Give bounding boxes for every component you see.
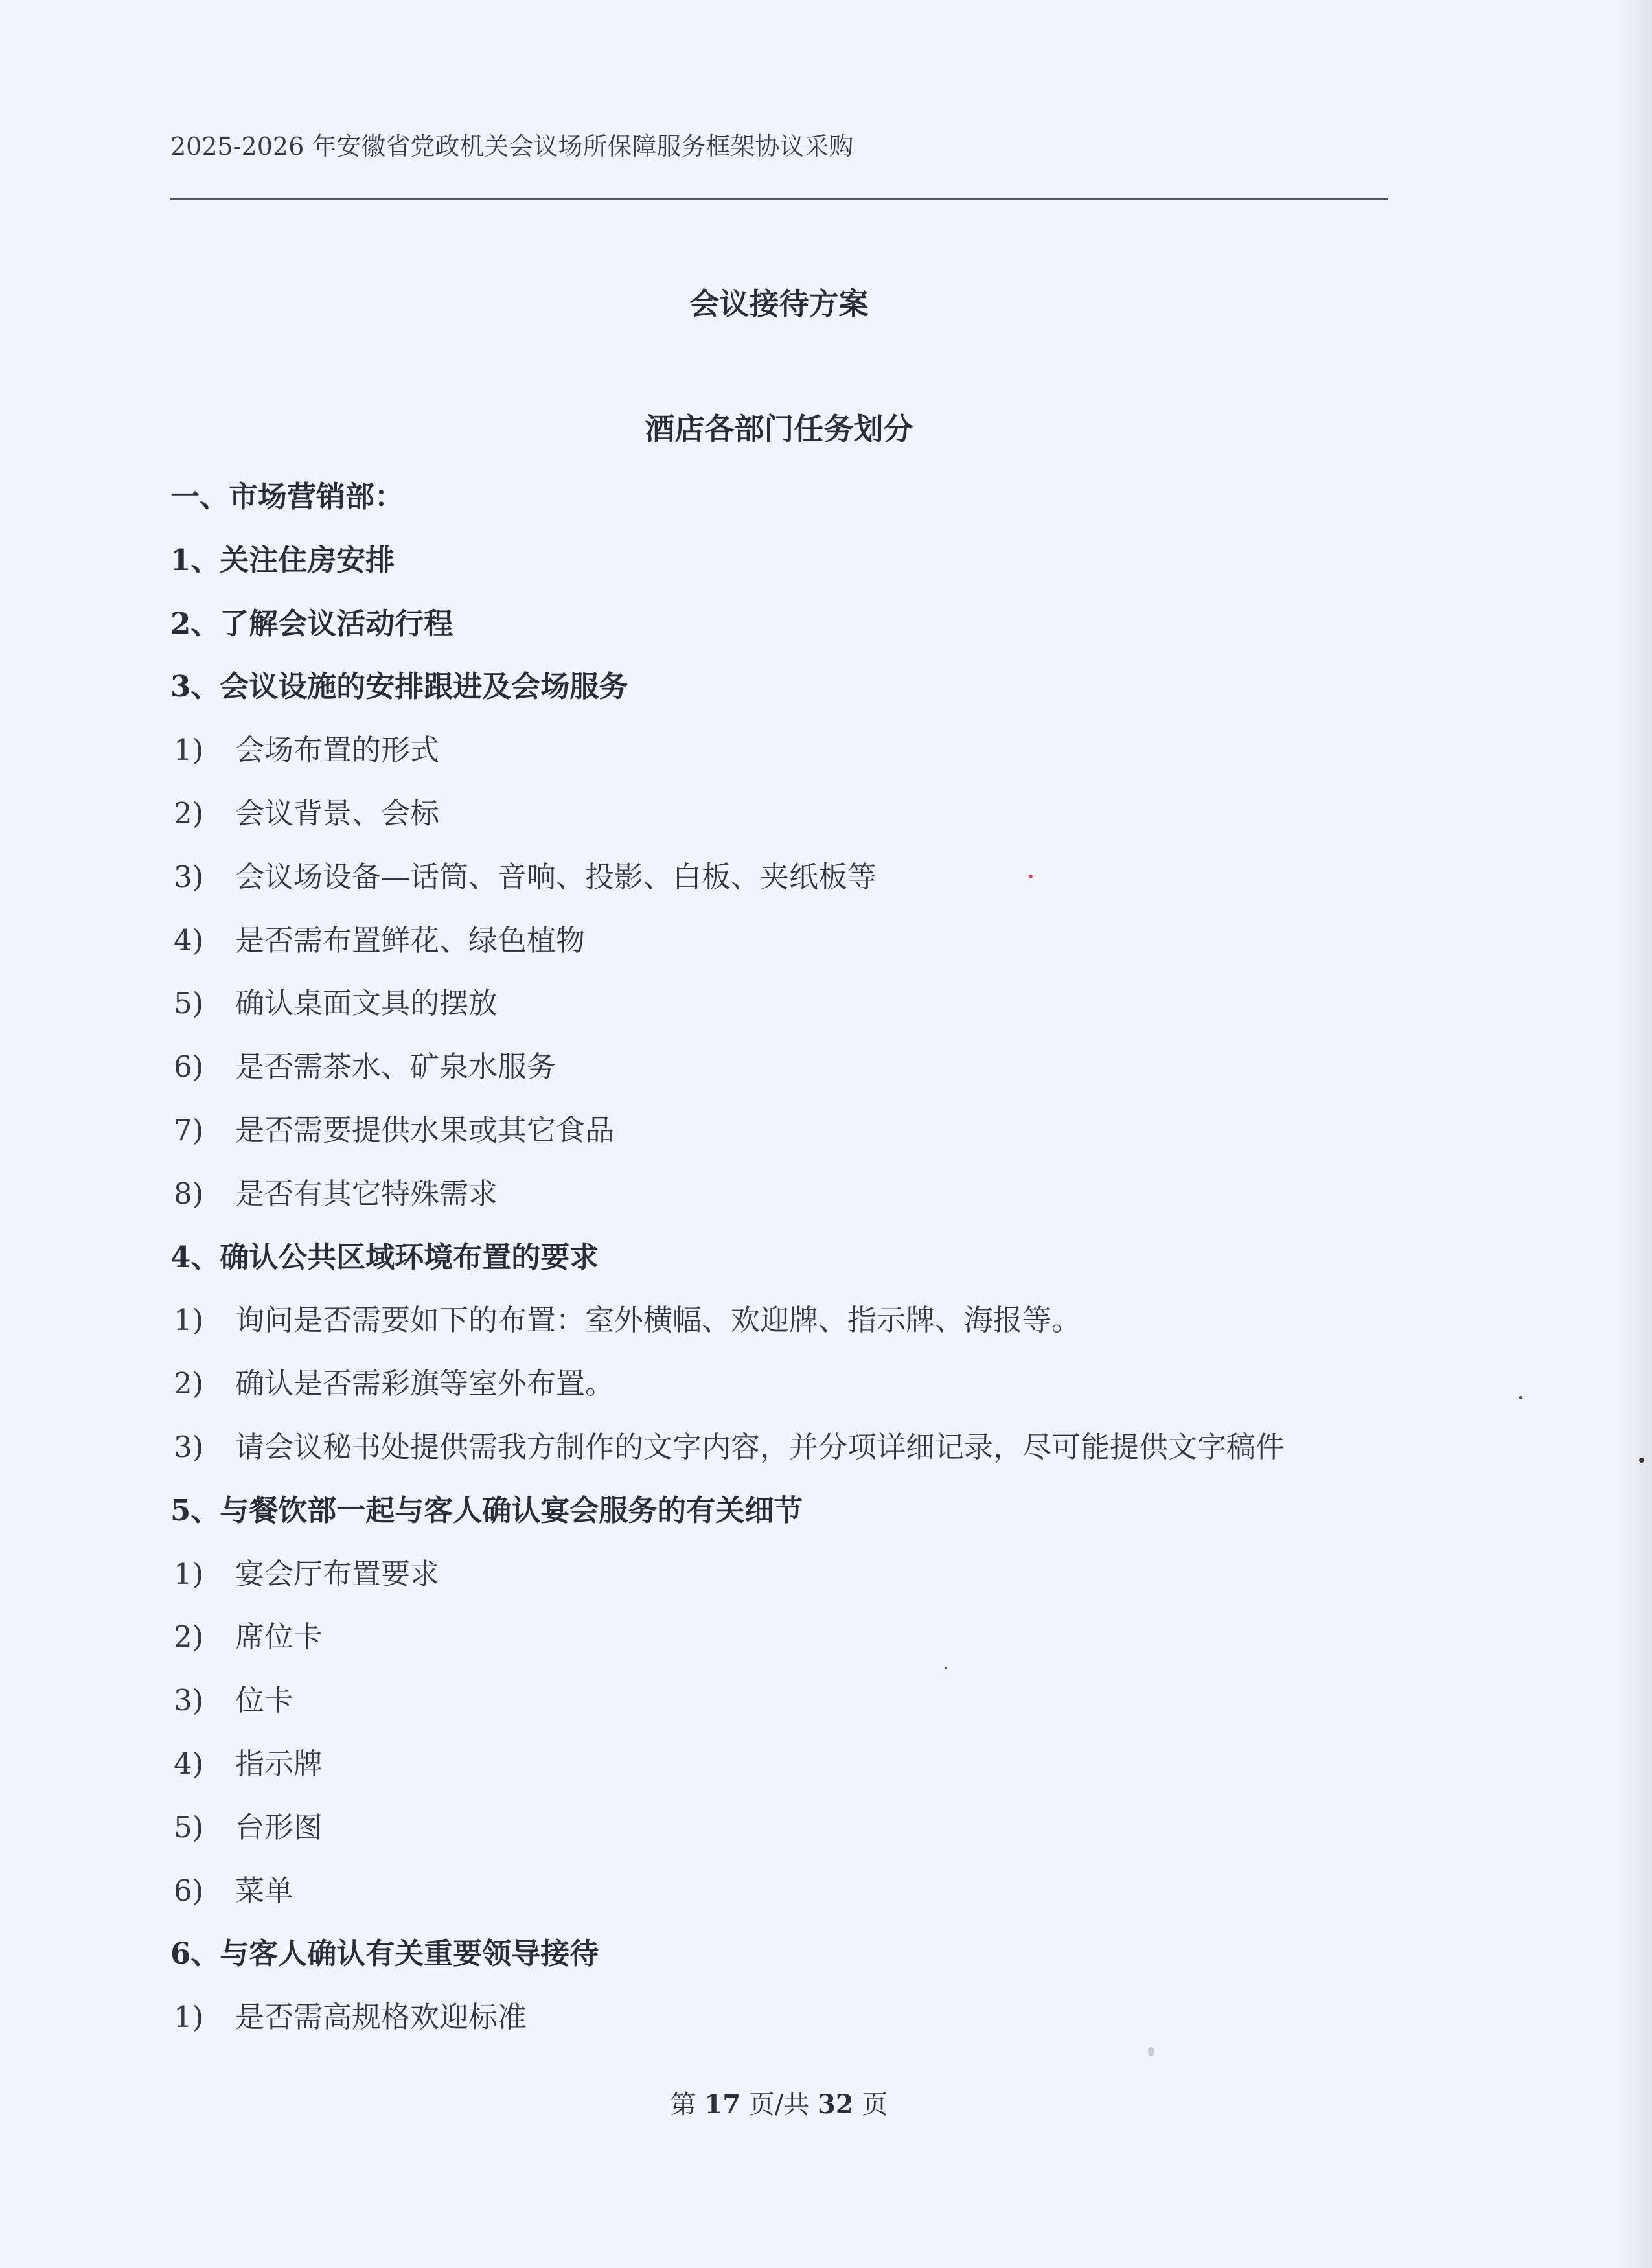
list-item-text: 指示牌 bbox=[235, 1747, 323, 1781]
list-item bbox=[174, 1677, 293, 1719]
section-heading-text: 5、与餐饮部一起与客人确认宴会服务的有关细节 bbox=[170, 1493, 803, 1528]
list-item bbox=[174, 979, 498, 1022]
list-item-number: 6) bbox=[174, 1873, 204, 1908]
list-item-text: 是否需要提供水果或其它食品 bbox=[235, 1113, 615, 1147]
footer-suffix: 页 bbox=[862, 2090, 888, 2120]
footer-middle: 页/共 bbox=[748, 2090, 810, 2120]
scan-speck bbox=[1519, 1396, 1522, 1399]
document-title: 会议接待方案 bbox=[689, 286, 869, 321]
list-item-number: 5) bbox=[174, 1810, 204, 1844]
list-item-number: 3) bbox=[174, 1683, 204, 1717]
list-item-text: 席位卡 bbox=[235, 1620, 323, 1654]
list-item-text: 台形图 bbox=[235, 1810, 323, 1844]
list-item-text: 请会议秘书处提供需我方制作的文字内容，并分项详细记录，尽可能提供文字稿件 bbox=[235, 1430, 1285, 1464]
list-item bbox=[174, 726, 439, 768]
list-item-text: 是否需茶水、矿泉水服务 bbox=[235, 1049, 556, 1084]
section-heading-text: 4、确认公共区域环境布置的要求 bbox=[170, 1240, 599, 1274]
list-item-text: 宴会厅布置要求 bbox=[235, 1557, 440, 1591]
list-item-number: 4) bbox=[174, 1747, 204, 1781]
list-item bbox=[174, 1550, 439, 1592]
list-item-text: 会议背景、会标 bbox=[235, 796, 440, 830]
section-heading bbox=[170, 1233, 599, 1276]
list-item-text: 位卡 bbox=[235, 1683, 294, 1717]
list-item bbox=[174, 1740, 323, 1782]
list-item-text: 是否需高规格欢迎标准 bbox=[235, 2000, 527, 2034]
footer-page-number: 17 bbox=[704, 2089, 741, 2120]
list-item-number: 2) bbox=[174, 1620, 204, 1654]
list-item-text: 会议场设备—话筒、音响、投影、白板、夹纸板等 bbox=[235, 860, 877, 894]
list-item bbox=[174, 853, 877, 895]
list-item bbox=[174, 1296, 1081, 1338]
scan-speck bbox=[1029, 875, 1033, 878]
list-item-number: 3) bbox=[174, 1430, 204, 1464]
list-item-number: 1) bbox=[174, 2000, 204, 2034]
list-item-text: 确认是否需彩旗等室外布置。 bbox=[235, 1366, 615, 1401]
list-item bbox=[174, 1360, 614, 1402]
list-item-text: 确认桌面文具的摆放 bbox=[235, 986, 498, 1020]
list-item-number: 4) bbox=[174, 923, 204, 957]
section-heading bbox=[170, 1930, 599, 1972]
list-item-text: 菜单 bbox=[235, 1873, 294, 1908]
list-item bbox=[174, 1804, 323, 1846]
section-heading bbox=[170, 600, 453, 642]
scan-speck bbox=[1148, 2047, 1154, 2056]
section-heading bbox=[170, 1487, 803, 1529]
section-heading-text: 2、了解会议活动行程 bbox=[170, 606, 453, 641]
list-item-number: 8) bbox=[174, 1176, 204, 1211]
list-item-number: 6) bbox=[174, 1049, 204, 1084]
scan-speck bbox=[945, 1667, 947, 1669]
scan-speck bbox=[1639, 1458, 1644, 1463]
list-item-number: 2) bbox=[174, 796, 204, 830]
page-edge-shadow bbox=[1613, 0, 1652, 2268]
list-item-number: 3) bbox=[174, 860, 204, 894]
list-item bbox=[174, 1106, 614, 1149]
section-heading-text: 一、市场营销部： bbox=[170, 479, 404, 514]
list-item-number: 1) bbox=[174, 733, 204, 767]
section-heading-text: 6、与客人确认有关重要领导接待 bbox=[170, 1936, 599, 1971]
section-heading bbox=[170, 473, 404, 515]
section-heading bbox=[170, 663, 628, 705]
list-item-number: 1) bbox=[174, 1303, 204, 1337]
list-item-number: 5) bbox=[174, 986, 204, 1020]
section-heading bbox=[170, 536, 395, 578]
section-heading-text: 3、会议设施的安排跟进及会场服务 bbox=[170, 669, 628, 704]
footer-prefix: 第 bbox=[670, 2090, 696, 2120]
list-item bbox=[174, 1613, 323, 1655]
section-subtitle: 酒店各部门任务划分 bbox=[645, 411, 913, 446]
header-divider bbox=[170, 198, 1388, 200]
section-heading-text: 1、关注住房安排 bbox=[170, 543, 395, 577]
footer-total-pages: 32 bbox=[817, 2089, 854, 2120]
list-item-number: 1) bbox=[174, 1557, 204, 1591]
list-item bbox=[174, 1423, 1285, 1465]
list-item bbox=[174, 917, 585, 959]
list-item bbox=[174, 1993, 527, 2035]
list-item bbox=[174, 1867, 293, 1909]
list-item-text: 是否有其它特殊需求 bbox=[235, 1176, 498, 1211]
list-item-text: 询问是否需要如下的布置：室外横幅、欢迎牌、指示牌、海报等。 bbox=[235, 1303, 1081, 1337]
page-footer bbox=[0, 2084, 1558, 2121]
list-item-number: 2) bbox=[174, 1366, 204, 1401]
list-item-number: 7) bbox=[174, 1113, 204, 1147]
document-header: 2025-2026 年安徽省党政机关会议场所保障服务框架协议采购 bbox=[170, 132, 854, 161]
list-item bbox=[174, 1043, 556, 1085]
list-item bbox=[174, 790, 439, 832]
list-item bbox=[174, 1170, 498, 1212]
list-item-text: 会场布置的形式 bbox=[235, 733, 440, 767]
list-item-text: 是否需布置鲜花、绿色植物 bbox=[235, 923, 586, 957]
